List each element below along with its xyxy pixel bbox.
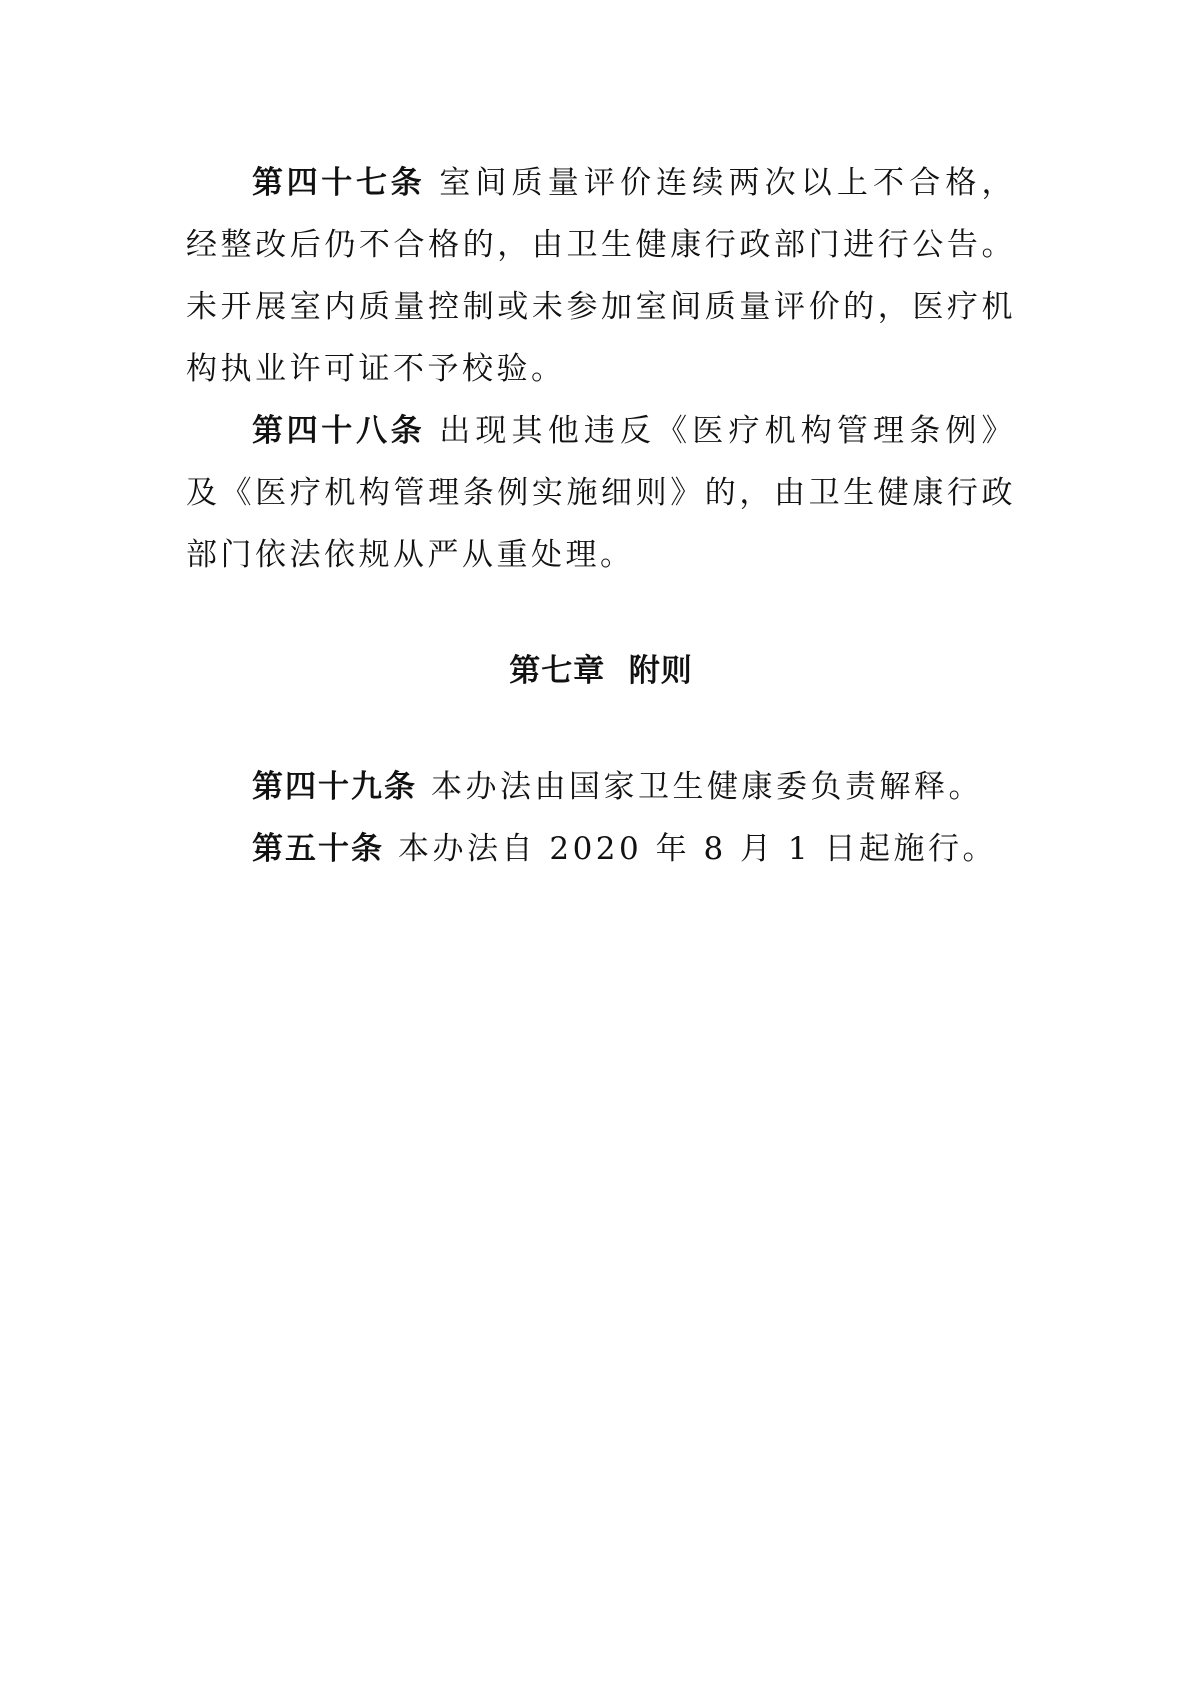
article-text: 室间质量评价连续两次以上不合格，经整改后仍不合格的，由卫生健康行政部门进行公告。未开展室内质量控制或未参加室间质量评价的，医疗机构执业许可证不予校验。 bbox=[186, 165, 1016, 387]
article-49 bbox=[186, 756, 1016, 818]
document-body bbox=[186, 152, 1016, 880]
chapter-title: 附则 bbox=[628, 653, 693, 689]
article-text: 本办法由国家卫生健康委负责解释。 bbox=[431, 769, 983, 805]
article-label: 第四十八条 bbox=[252, 413, 426, 449]
article-label: 第四十九条 bbox=[252, 769, 417, 805]
article-47 bbox=[186, 152, 1016, 400]
chapter-number: 第七章 bbox=[509, 653, 606, 689]
article-text: 出现其他违反《医疗机构管理条例》及《医疗机构管理条例实施细则》的，由卫生健康行政部门依法依规从严从重处理。 bbox=[186, 413, 1016, 573]
article-text: 本办法自 2020 年 8 月 1 日起施行。 bbox=[398, 831, 997, 867]
article-48 bbox=[186, 400, 1016, 586]
article-label: 第五十条 bbox=[252, 831, 384, 867]
chapter-heading bbox=[186, 640, 1016, 702]
article-label: 第四十七条 bbox=[252, 165, 426, 201]
article-50 bbox=[186, 818, 1016, 880]
